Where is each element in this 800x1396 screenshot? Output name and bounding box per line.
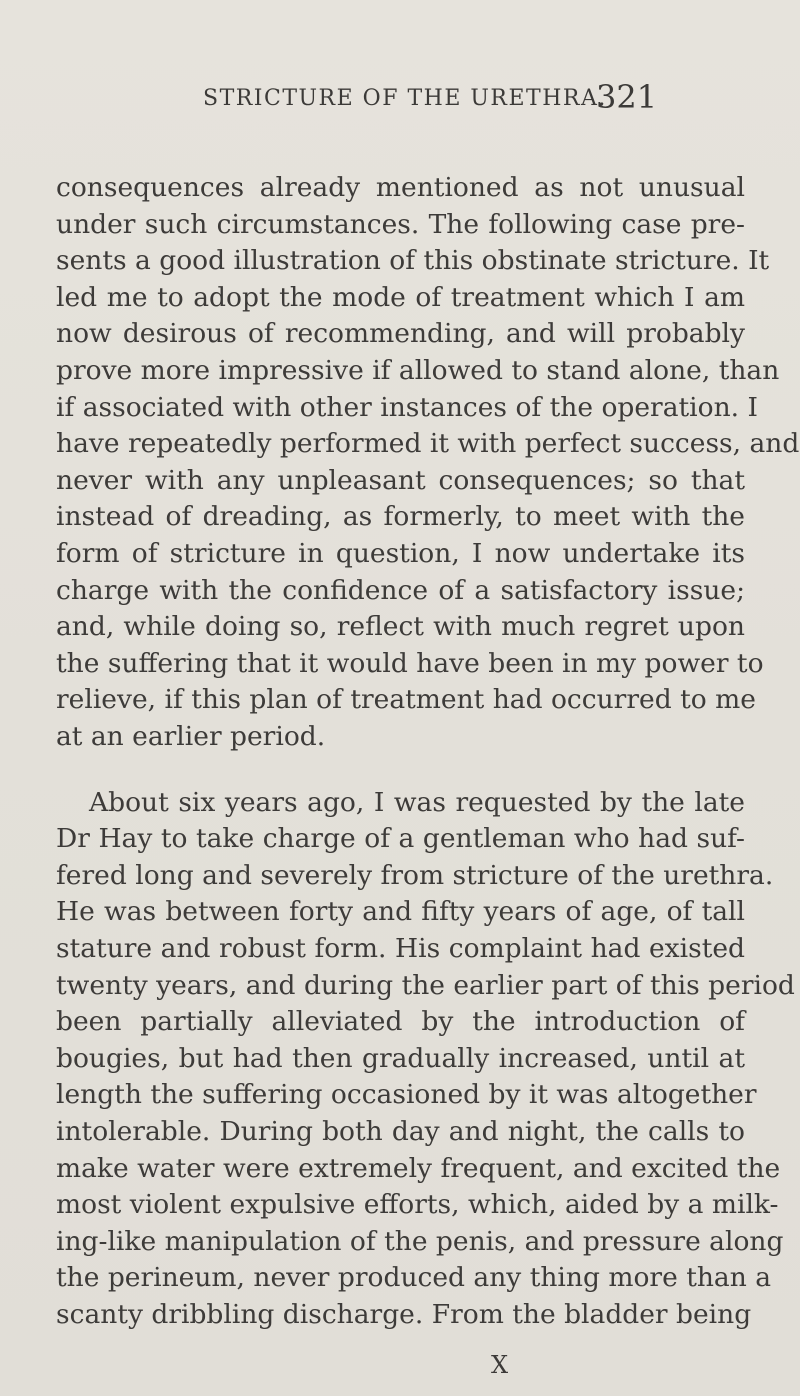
text-line: now desirous of recommending, and will probably: [56, 318, 745, 349]
text-line: at an earlier period.: [56, 721, 326, 752]
text-line: relieve, if this plan of treatment had occurred to me: [56, 684, 756, 715]
signature-mark: X: [491, 1351, 509, 1379]
text-line: intolerable. During both day and night, the calls to: [56, 1116, 745, 1147]
text-line: fered long and severely from stricture of the urethra.: [56, 860, 774, 891]
text-line: the perineum, never produced any thing more than a: [56, 1262, 771, 1293]
text-line: the suffering that it would have been in my power to: [56, 648, 764, 679]
text-line: led me to adopt the mode of treatment which I am: [56, 282, 745, 313]
text-line: prove more impressive if allowed to stand alone, than: [56, 355, 780, 386]
text-line: twenty years, and during the earlier part of this period: [56, 970, 795, 1001]
text-line: ing-like manipulation of the penis, and pressure along: [56, 1226, 784, 1257]
text-line: About six years ago, I was requested by the late: [89, 787, 745, 818]
text-line: length the suffering occasioned by it was altogether: [56, 1079, 757, 1110]
text-line: consequences already mentioned as not unusual: [56, 172, 745, 203]
text-line: bougies, but had then gradually increased, until at: [56, 1043, 745, 1074]
text-line: and, while doing so, reflect with much regret upon: [56, 611, 745, 642]
text-line: if associated with other instances of the operation. I: [56, 392, 758, 423]
text-line: have repeatedly performed it with perfect success, and: [56, 428, 800, 459]
text-line: never with any unpleasant consequences; so that: [56, 465, 745, 496]
running-head: STRICTURE OF THE URETHRA.: [203, 86, 607, 111]
page-number: 321: [596, 78, 658, 116]
text-line: make water were extremely frequent, and excited the: [56, 1153, 781, 1184]
text-line: under such circumstances. The following case pre-: [56, 209, 745, 240]
text-line: Dr Hay to take charge of a gentleman who had suf-: [56, 823, 745, 854]
text-line: scanty dribbling discharge. From the bladder being: [56, 1299, 752, 1330]
text-line: charge with the confidence of a satisfactory issue;: [56, 575, 745, 606]
text-line: most violent expulsive efforts, which, aided by a milk-: [56, 1189, 779, 1220]
text-line: stature and robust form. His complaint had existed: [56, 933, 745, 964]
text-line: sents a good illustration of this obstinate stricture. It: [56, 245, 770, 276]
text-line: He was between forty and fifty years of age, of tall: [56, 896, 745, 927]
text-line: form of stricture in question, I now undertake its: [56, 538, 745, 569]
text-line: been partially alleviated by the introduction of: [56, 1006, 745, 1037]
text-line: instead of dreading, as formerly, to meet with the: [56, 501, 745, 532]
